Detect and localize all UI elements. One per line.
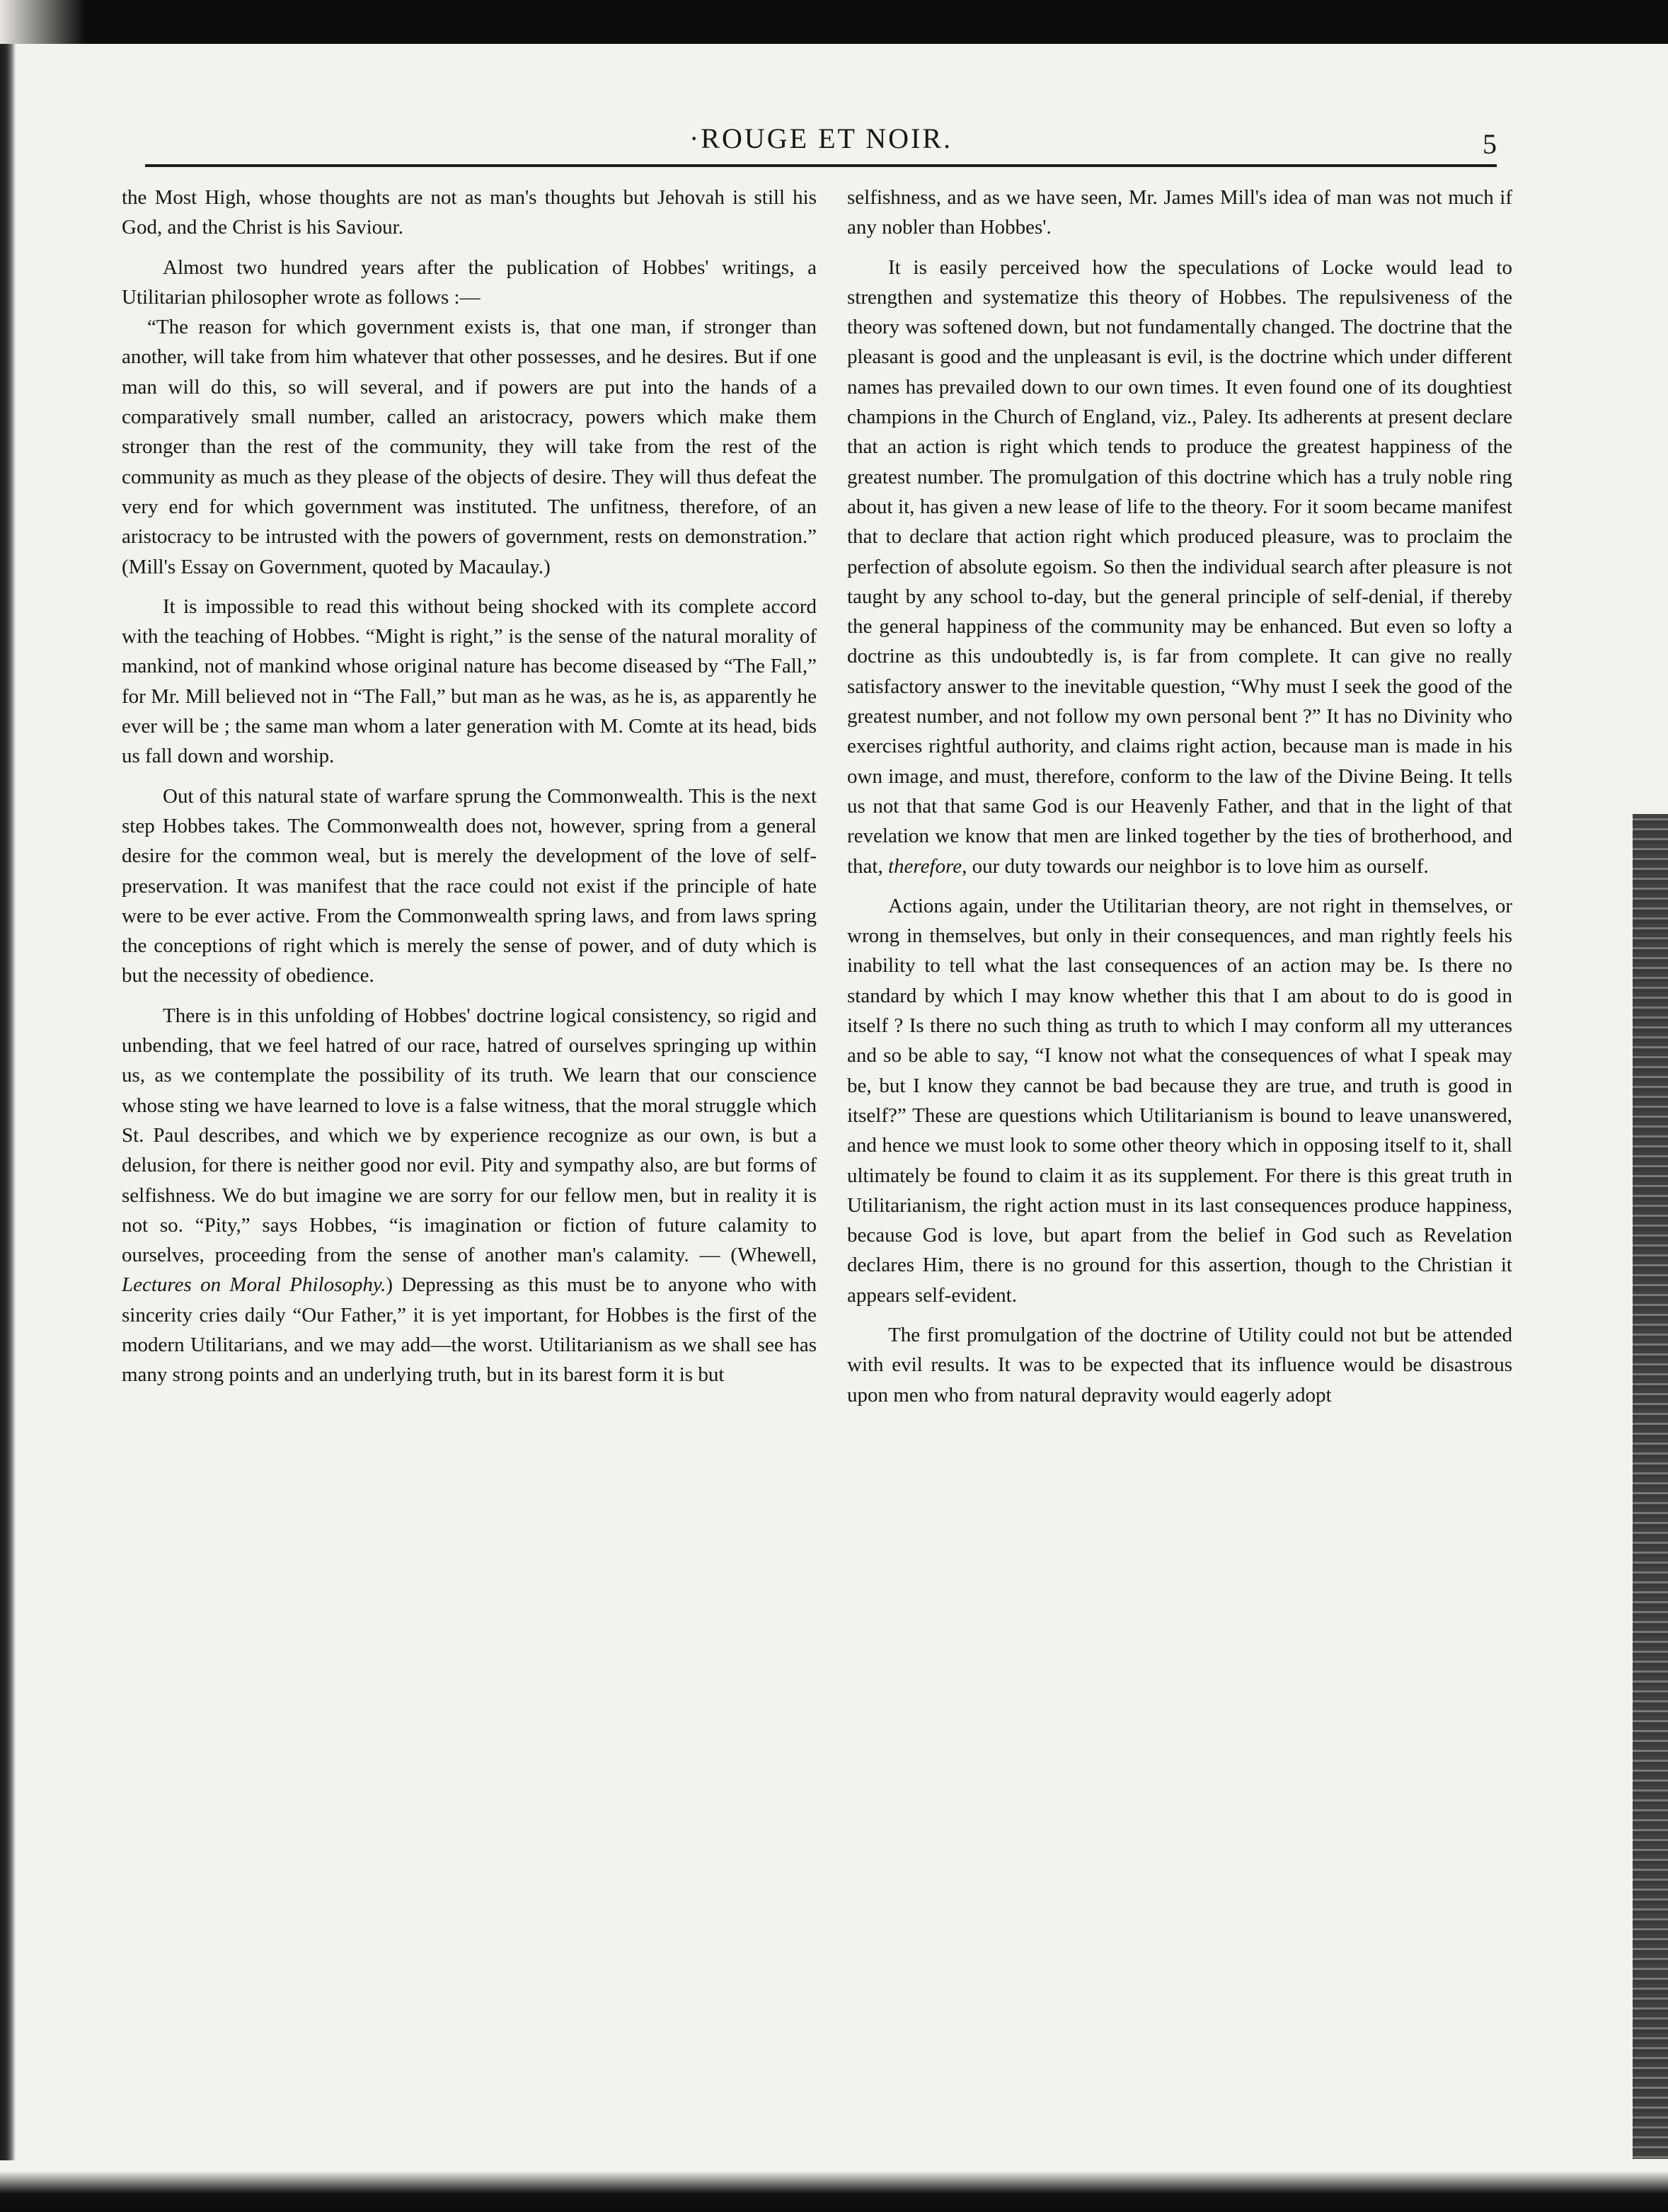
scan-border-left xyxy=(0,44,16,2160)
paragraph: It is impossible to read this without being shocked with its complete accord with the teaching of Hobbes. “Might is right,” is the sense of the natural morality of mankind, not of mankind whose original nature has become diseased by “The Fall,” for Mr. Mill believed not in “The Fall,” but man as he was, as he is, as apparently he ever will be ; the same man whom a later generation with M. Comte at its head, bids us fall down and worship. xyxy=(122,595,817,768)
scan-border-top xyxy=(0,0,1668,44)
paragraph: Almost two hundred years after the publication of Hobbes' writings, a Utilitarian philosopher wrote as follows :— xyxy=(122,256,817,309)
running-title: ·ROUGE ET NOIR. xyxy=(689,122,953,154)
paragraph: selfishness, and as we have seen, Mr. James Mill's idea of man was not much if any nobler than Hobbes'. xyxy=(847,186,1512,239)
emphasis: therefore xyxy=(888,854,962,878)
scan-border-right xyxy=(1633,814,1668,2159)
page-number: 5 xyxy=(1483,128,1497,160)
paragraph: Out of this natural state of warfare sprung the Commonwealth. This is the next step Hobbes takes. The Commonwealth does not, however, spring from a general desire for the common weal, but is merely the development of the love of self-preservation. It was manifest that the race could not exist if the principle of hate were to be ever active. From the Commonwealth spring laws, and from laws spring the conceptions of right which is merely the sense of power, and of duty which is but the necessity of obedience. xyxy=(122,784,817,987)
paragraph-text: , our duty towards our neighbor is to love him as ourself. xyxy=(962,854,1429,878)
header-rule xyxy=(145,164,1497,167)
paragraph xyxy=(122,1001,817,1390)
paragraph-text: It is easily perceived how the speculations of Locke would lead to strengthen and systematize this theory of Hobbes. The repulsiveness of the theory was softened down, but not fundamentally changed. The doctrine that the pleasant is good and the unpleasant is evil, is the doctrine which under different names has prevailed down to our own times. It even found one of its doughtiest champions in the Church of England, viz., Paley. Its adherents at present declare that an action is right which tends to produce the greatest happiness of the greatest number. The promulgation of this doctrine which has a truly noble ring about it, has given a new lease of life to the theory. For it soom became manifest that to declare that action right which produced pleasure, was to proclaim the perfection of absolute egoism. So then the individual search after pleasure is not taught by any school to-day, but the general principle of self-denial, if thereby the general happiness of the community may be enhanced. But even so lofty a doctrine as this undoubtedly is, is far from complete. It can give no really satisfactory answer to the inevitable question, “Why must I seek the good of the greatest number, and not follow my own personal bent ?” It has no Divinity who exercises rightful authority, and claims right action, because man is made in his own image, and must, therefore, conform to the law of the Divine Being. It tells us not that that same God is our Heavenly Father, and that in the light of that revelation we know that men are linked together by the ties of brotherhood, and that, xyxy=(847,256,1512,878)
paragraph-text: ) Depressing as this must be to anyone who with sincerity cries daily “Our Father,” it is yet important, for Hobbes is the first of the modern Utilitarians, and we may add—the worst. Utilitarianism as we shall see has many strong points and an underlying truth, but in its barest form it is but xyxy=(122,1273,817,1387)
left-column xyxy=(122,183,817,2108)
paragraph: the Most High, whose thoughts are not as man's thoughts but Jehovah is still his God, and the Christ is his Saviour. xyxy=(122,186,817,239)
paragraph xyxy=(847,253,1512,881)
paragraph-text: There is in this unfolding of Hobbes' doctrine logical consistency, so rigid and unbending, that we feel hatred of our race, hatred of ourselves springing up within us, as we contemplate the possibility of its truth. We learn that our conscience whose sting we have learned to love is a false witness, that the moral struggle which St. Paul describes, and which we by experience recognize as our own, is but a delusion, for there is neither good nor evil. Pity and sympathy also, are but forms of selfishness. We do but imagine we are sorry for our fellow men, but in reality it is not so. “Pity,” says Hobbes, “is imagination or fiction of future calamity to ourselves, proceeding from the sense of another man's calamity. — (Whewell, xyxy=(122,1004,817,1267)
paragraph: The first promulgation of the doctrine of Utility could not but be attended with evil results. It was to be expected that its influence would be disastrous upon men who from natural depravity would eagerly adopt xyxy=(847,1323,1512,1406)
article-body xyxy=(122,183,1512,2108)
citation-title: Lectures on Moral Philosophy. xyxy=(122,1273,386,1297)
scan-border-bottom xyxy=(0,2171,1668,2212)
quotation-paragraph: “The reason for which government exists is, that one man, if stronger than another, will take from him whatever that other possesses, and he desires. But if one man will do this, so will several, and if powers are put into the hands of a comparatively small number, called an aristocracy, powers which make them stronger than the rest of the community, they will take from the rest of the community as much as they please of the objects of desire. They will thus defeat the very end for which government was instituted. The unfitness, therefore, of an aristocracy to be intrusted with the powers of government, rests on demonstration.” (Mill's Essay on Government, quoted by Macaulay.) xyxy=(122,316,817,578)
paragraph: Actions again, under the Utilitarian theory, are not right in themselves, or wrong in themselves, but only in their consequences, and man rightly feels his inability to tell what the last consequences of an action may be. Is there no standard by which I may know whether this that I am about to do is good in itself ? Is there no such thing as truth to which I may conform all my utterances and so be able to say, “I know not what the consequences of what I speak may be, but I know they cannot be bad because they are true, and truth is good in itself?” These are questions which Utilitarianism is bound to leave unanswered, and hence we must look to some other theory which in opposing itself to it, shall ultimately be found to claim it as its supplement. For there is this great truth in Utilitarianism, the right action must in its last consequences produce happiness, because God is love, but apart from the belief in God such as Revelation declares Him, there is no ground for this assertion, though to the Christian it appears self-evident. xyxy=(847,894,1512,1307)
right-column xyxy=(847,183,1512,2108)
page-header xyxy=(145,122,1497,166)
scan-border-top-fade xyxy=(0,0,85,44)
